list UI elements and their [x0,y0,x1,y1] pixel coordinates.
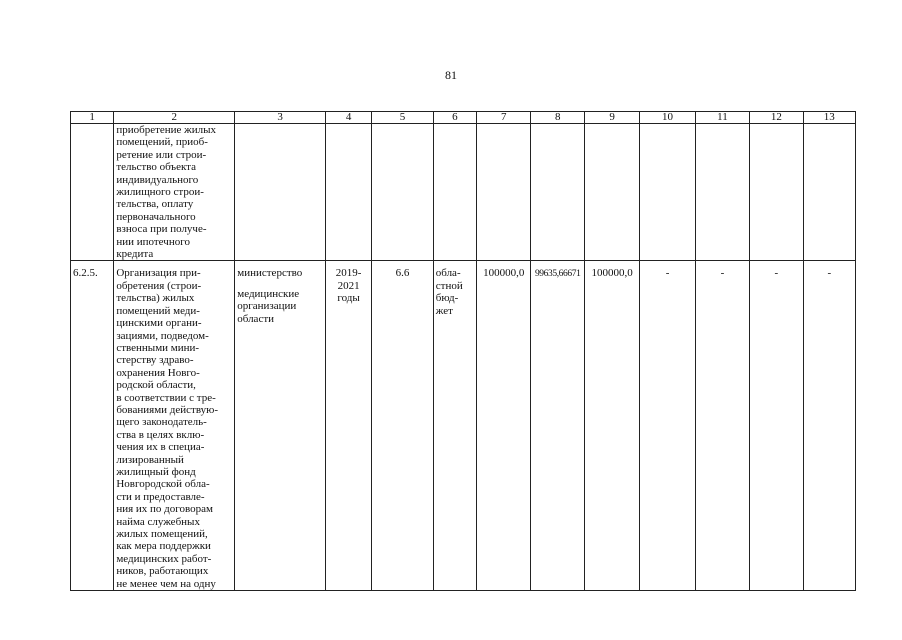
funding-source-cell: обла- стной бюд- жет [433,261,476,591]
header-cell: 7 [477,112,531,124]
header-cell: 1 [71,112,114,124]
description-continuation: приобретение жилых помещений, приоб- ретение или строи- тельство объекта индивидуального жилищного строи- тельства, оплату первоначального взноса при получе- нии ипотечного кредита [114,124,235,261]
amount-cell: - [640,261,695,591]
header-cell: 3 [235,112,326,124]
item-description: Организация при- обретения (строи- тельства) жилых помещений меди- цинскими органи- зациями, подведом- ственными мини- стерству здраво- охранения Новго- родской области, в соответствии с тре- бованиями действую- щего законодатель- ства в целях вклю- чения их в специа- лизированный жилищный фонд Новгородской обла- сти и предоставле- ния их по договорам найма служебных жилых помещений, как мера поддержки медицинских работ- ников, работающих не менее чем на одну [114,261,235,591]
header-cell: 5 [372,112,433,124]
page-number: 81 [445,68,457,82]
header-cell: 4 [325,112,371,124]
table-row [71,261,856,591]
executor-secondary: медицинские организации области [237,287,300,325]
amount-cell: - [695,261,749,591]
header-row [71,112,856,124]
table-row [71,124,856,261]
header-cell: 6 [433,112,476,124]
header-cell: 13 [803,112,855,124]
amount-cell: - [803,261,855,591]
header-cell: 8 [531,112,584,124]
amount-cell: 100000,0 [477,261,531,591]
item-number: 6.2.5. [71,261,114,591]
amount-cell: 99635,66671 [531,261,584,591]
amount-cell: 100000,0 [584,261,639,591]
executor-primary: министерство [237,267,303,280]
executor-cell [235,261,326,591]
amount-cell: - [750,261,803,591]
header-cell: 10 [640,112,695,124]
program-table [70,111,856,591]
header-cell: 11 [695,112,749,124]
target-ref-cell: 6.6 [372,261,433,591]
header-cell: 2 [114,112,235,124]
header-cell: 12 [750,112,803,124]
period-cell: 2019- 2021 годы [325,261,371,591]
header-cell: 9 [584,112,639,124]
